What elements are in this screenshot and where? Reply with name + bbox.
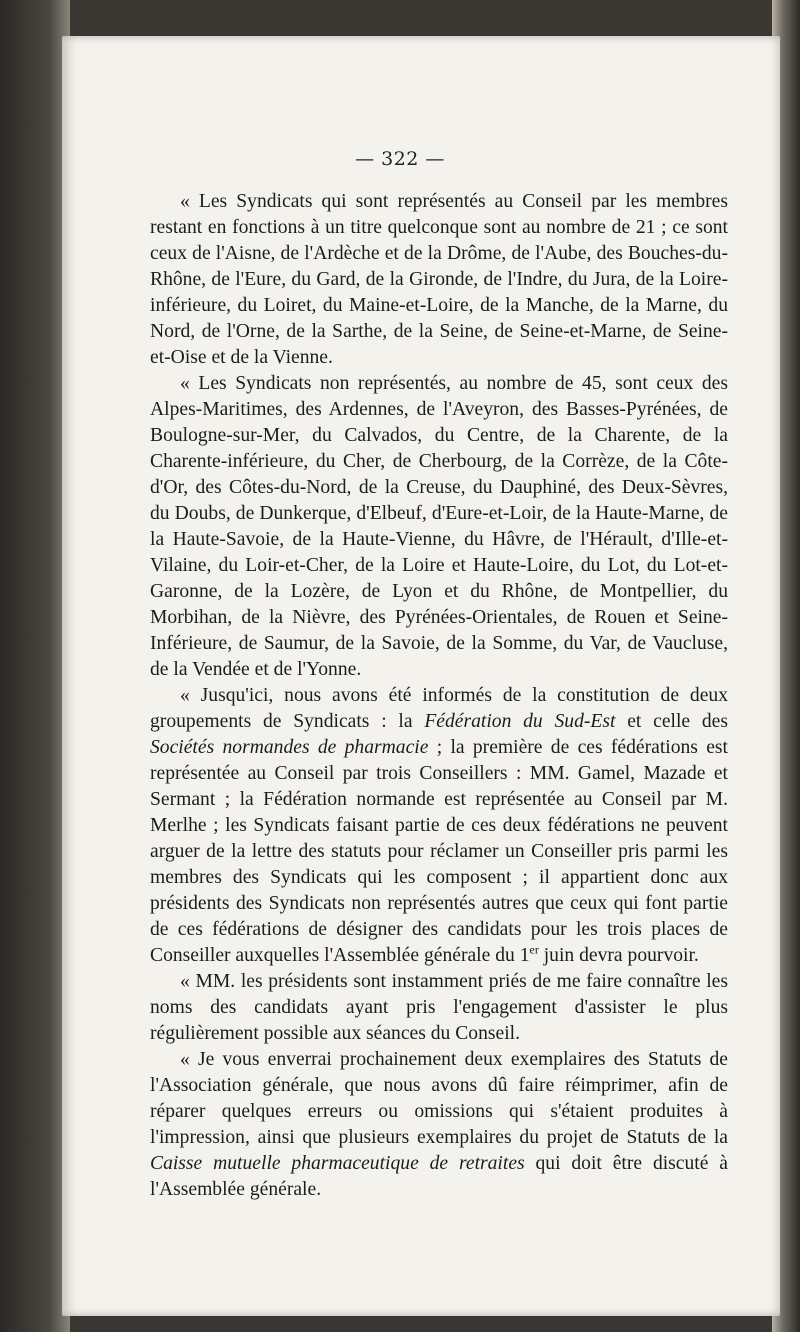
- text-run: « Les Syndicats qui sont représentés au Conseil par les membres restant en fonctions à un titre quelconque sont au nombre de 21 ; ce sont ceux de l'Aisne, de l'Ardèche et de la Drôme, de l'Aube, des Bouches-du-Rhône, de l'Eure, du Gard, de la Gironde, de l'Indre, du Jura, de la Loire-inférieure, du Loiret, du Maine-et-Loire, de la Manche, de la Marne, du Nord, de l'Orne, de la Sarthe, de la Seine, de Seine-et-Marne, de Seine-et-Oise et de la Vienne.: [150, 191, 728, 368]
- italic-title: Sociétés normandes de pharmacie: [150, 737, 429, 758]
- text-run: ; la première de ces fédérations est représentée au Conseil par trois Conseillers : MM. Gamel, Mazade et Sermant ; la Fédération normande est représentée au Conseil par M. Merlhe ; les Syndicats faisant partie de ces deux fédérations ne peuvent arguer de la lettre des statuts pour réclamer un Conseiller pris parmi les membres des Syndicats qui les composent ; il appartient donc aux présidents des Syndicats non représentés autres que ceux qui font partie de ces fédérations de désigner des candidats pour les trois places de Conseiller auxquelles l'Assemblée générale du 1: [150, 737, 728, 966]
- text-run: « MM. les présidents sont instamment priés de me faire connaître les noms des candidats ayant pris l'engagement d'assister le plus régulièrement possible aux séances du Conseil.: [150, 971, 728, 1044]
- paragraph: [150, 371, 728, 683]
- italic-title: Fédération du Sud-Est: [424, 711, 616, 732]
- body-text: [150, 189, 728, 1203]
- text-run: juin devra pourvoir.: [538, 945, 699, 966]
- text-run: « Les Syndicats non représentés, au nombre de 45, sont ceux des Alpes-Maritimes, des Ardennes, de l'Aveyron, des Basses-Pyrénées, de Boulogne-sur-Mer, du Calvados, du Centre, de la Charente, de la Charente-inférieure, du Cher, de Cherbourg, de la Corrèze, de la Côte-d'Or, des Côtes-du-Nord, de la Creuse, du Dauphiné, des Deux-Sèvres, du Doubs, de Dunkerque, d'Elbeuf, d'Eure-et-Loir, de la Haute-Marne, de la Haute-Savoie, de la Haute-Vienne, du Hâvre, de l'Hérault, d'Ille-et-Vilaine, du Loir-et-Cher, de la Loire et Haute-Loire, du Lot, du Lot-et-Garonne, de la Lozère, de Lyon et du Rhône, de Montpellier, du Morbihan, de la Nièvre, des Pyrénées-Orientales, de Rouen et Seine-Inférieure, de Saumur, de la Savoie, de la Somme, du Var, de Vaucluse, de la Vendée et de l'Yonne.: [150, 373, 728, 680]
- paragraph: [150, 1047, 728, 1203]
- text-run: et celle des: [615, 711, 728, 732]
- italic-title: Caisse mutuelle pharmaceutique de retraites: [150, 1153, 525, 1174]
- paragraph: [150, 683, 728, 969]
- text-run: qui doit être discuté à l'Assemblée générale.: [150, 1153, 728, 1200]
- paragraph: [150, 189, 728, 371]
- text-run: « Jusqu'ici, nous avons été informés de la constitution de deux groupements de Syndicats : la: [150, 685, 728, 732]
- text-run: « Je vous enverrai prochainement deux exemplaires des Statuts de l'Association générale, que nous avons dû faire réimprimer, afin de réparer quelques erreurs ou omissions qui s'étaient produites à l'impression, ainsi que plusieurs exemplaires du projet de Statuts de la: [150, 1049, 728, 1148]
- superscript: er: [529, 942, 539, 957]
- scan-left-edge: [0, 0, 70, 1332]
- paragraph: [150, 969, 728, 1047]
- page-number: — 322 —: [355, 148, 445, 170]
